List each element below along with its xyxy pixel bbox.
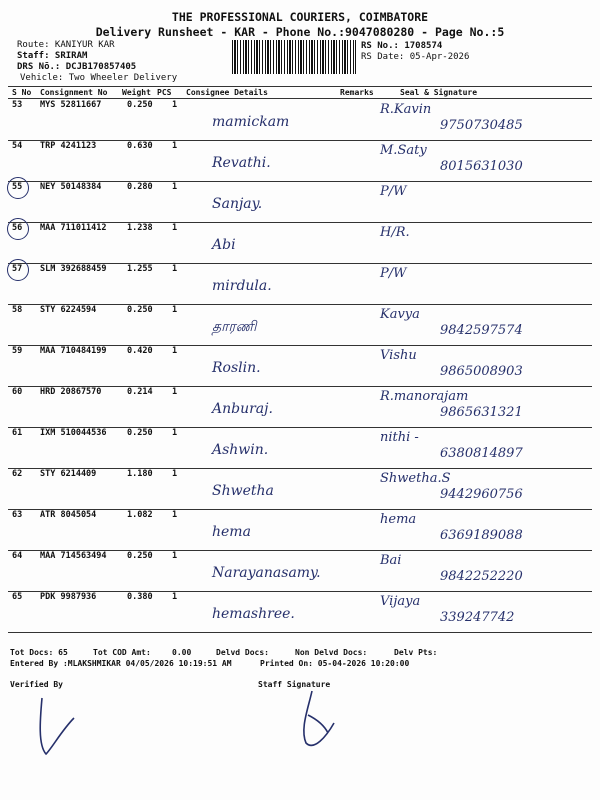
row-pcs: 1 xyxy=(172,592,178,602)
verified-signature-mark xyxy=(28,690,88,760)
row-consignee-name: Narayanasamy. xyxy=(212,565,321,581)
col-pcs: PCS xyxy=(157,88,172,97)
row-weight: 0.250 xyxy=(127,551,153,561)
company-title: THE PROFESSIONAL COURIERS, COIMBATORE xyxy=(171,10,429,24)
row-signature: M.Saty xyxy=(380,143,427,158)
row-phone: 339247742 xyxy=(440,610,515,625)
row-pcs: 1 xyxy=(172,387,178,397)
row-phone: 8015631030 xyxy=(440,159,523,174)
vehicle-label: Vehicle: Two Wheeler Delivery xyxy=(20,73,178,83)
row-sno: 63 xyxy=(12,510,23,520)
row-consignee-name: mamickam xyxy=(212,114,290,130)
row-weight: 0.280 xyxy=(127,182,153,192)
row-consignment-no: STY 6224594 xyxy=(40,305,97,315)
row-sno: 62 xyxy=(12,469,23,479)
col-weight: Weight xyxy=(122,88,151,97)
row-weight: 0.250 xyxy=(127,100,153,110)
col-consignee: Consignee Details xyxy=(186,88,268,97)
drs-number: DRS Nō.: DCJB170857405 xyxy=(17,62,137,72)
row-consignment-no: TRP 4241123 xyxy=(40,141,97,151)
staff-signature-mark xyxy=(290,685,350,755)
row-consignee-name: mirdula. xyxy=(212,278,272,294)
row-sno: 53 xyxy=(12,100,23,110)
row-signature: Kavya xyxy=(380,307,420,322)
row-consignee-name: Abi xyxy=(212,237,236,253)
row-signature: Vijaya xyxy=(380,594,421,609)
staff-signature-label: Staff Signature xyxy=(258,680,331,689)
row-weight: 1.180 xyxy=(127,469,153,479)
col-seal-signature: Seal & Signature xyxy=(400,88,478,97)
row-pcs: 1 xyxy=(172,141,178,151)
row-consignment-no: MAA 711011412 xyxy=(40,223,107,233)
row-sno: 54 xyxy=(12,141,23,151)
row-phone: 9865631321 xyxy=(440,405,523,420)
row-sno: 58 xyxy=(12,305,23,315)
verified-by-label: Verified By xyxy=(10,680,63,689)
row-consignee-name: Ashwin. xyxy=(212,442,269,458)
total-cod-value: 0.00 xyxy=(172,648,192,657)
row-signature: P/W xyxy=(380,266,407,281)
row-sno: 65 xyxy=(12,592,23,602)
row-weight: 0.380 xyxy=(127,592,153,602)
row-pcs: 1 xyxy=(172,469,178,479)
row-signature: hema xyxy=(380,512,417,527)
row-signature: Bai xyxy=(380,553,402,568)
delivery-points: Delv Pts: xyxy=(394,648,438,657)
row-consignment-no: ATR 8045054 xyxy=(40,510,97,520)
row-consignment-no: MAA 714563494 xyxy=(40,551,107,561)
row-weight: 0.630 xyxy=(127,141,153,151)
row-consignee-name: Sanjay. xyxy=(212,196,263,212)
row-consignment-no: MYS 52811667 xyxy=(40,100,102,110)
row-signature: nithi - xyxy=(380,430,419,445)
row-pcs: 1 xyxy=(172,428,178,438)
row-sno: 61 xyxy=(12,428,23,438)
row-consignment-no: PDK 9987936 xyxy=(40,592,97,602)
row-consignee-name: Roslin. xyxy=(212,360,261,376)
row-sno: 56 xyxy=(12,223,23,233)
total-cod-label: Tot COD Amt: xyxy=(93,648,151,657)
row-circle-mark xyxy=(7,218,29,240)
staff-label: Staff: SRIRAM xyxy=(17,51,88,61)
route-label: Route: KANIYUR KAR xyxy=(17,40,115,50)
row-circle-mark xyxy=(7,177,29,199)
row-consignment-no: MAA 710484199 xyxy=(40,346,107,356)
row-consignment-no: STY 6214409 xyxy=(40,469,97,479)
row-pcs: 1 xyxy=(172,100,178,110)
barcode-image xyxy=(232,40,356,74)
row-sno: 59 xyxy=(12,346,23,356)
row-consignee-name: Shwetha xyxy=(212,483,274,499)
row-signature: Vishu xyxy=(380,348,417,363)
row-consignment-no: SLM 392688459 xyxy=(40,264,107,274)
row-consignment-no: HRD 20867570 xyxy=(40,387,102,397)
row-pcs: 1 xyxy=(172,551,178,561)
row-phone: 9865008903 xyxy=(440,364,523,379)
row-sno: 64 xyxy=(12,551,23,561)
row-phone: 9842252220 xyxy=(440,569,523,584)
row-pcs: 1 xyxy=(172,346,178,356)
row-consignee-name: hemashree. xyxy=(212,606,295,622)
row-weight: 0.250 xyxy=(127,428,153,438)
row-weight: 0.420 xyxy=(127,346,153,356)
row-weight: 0.214 xyxy=(127,387,153,397)
row-consignment-no: NEY 50148384 xyxy=(40,182,102,192)
row-consignee-name: hema xyxy=(212,524,251,540)
total-docs: Tot Docs: 65 xyxy=(10,648,68,657)
row-consignee-name: Revathi. xyxy=(212,155,271,171)
col-sno: S No xyxy=(12,88,32,97)
row-phone: 6369189088 xyxy=(440,528,523,543)
row-phone: 9842597574 xyxy=(440,323,523,338)
delivered-docs: Delvd Docs: xyxy=(216,648,269,657)
row-signature: P/W xyxy=(380,184,407,199)
rs-number: RS No.: 1708574 xyxy=(361,41,443,51)
entered-by: Entered By :MLAKSHMIKAR 04/05/2026 10:19:51 AM xyxy=(10,659,232,668)
row-signature: R.manorajam xyxy=(380,389,469,404)
row-weight: 0.250 xyxy=(127,305,153,315)
row-pcs: 1 xyxy=(172,264,178,274)
row-consignee-name: தாரணி xyxy=(212,319,257,335)
runsheet-subtitle: Delivery Runsheet - KAR - Phone No.:9047080280 - Page No.:5 xyxy=(95,25,505,39)
row-pcs: 1 xyxy=(172,182,178,192)
col-remarks: Remarks xyxy=(340,88,374,97)
row-phone: 9442960756 xyxy=(440,487,523,502)
row-weight: 1.238 xyxy=(127,223,153,233)
row-consignment-no: IXM 510044536 xyxy=(40,428,107,438)
row-signature: R.Kavin xyxy=(380,102,432,117)
row-rule xyxy=(8,632,592,633)
row-signature: H/R. xyxy=(380,225,410,240)
header-top-rule xyxy=(8,86,592,87)
row-weight: 1.255 xyxy=(127,264,153,274)
col-consignment: Consignment No xyxy=(40,88,108,97)
row-pcs: 1 xyxy=(172,305,178,315)
rs-date: RS Date: 05-Apr-2026 xyxy=(361,52,470,62)
row-consignee-name: Anburaj. xyxy=(212,401,273,417)
header-bottom-rule xyxy=(8,98,592,99)
row-pcs: 1 xyxy=(172,510,178,520)
printed-on: Printed On: 05-04-2026 10:20:00 xyxy=(260,659,410,668)
row-circle-mark xyxy=(7,259,29,281)
row-signature: Shwetha.S xyxy=(380,471,451,486)
row-weight: 1.082 xyxy=(127,510,153,520)
row-phone: 9750730485 xyxy=(440,118,523,133)
row-phone: 6380814897 xyxy=(440,446,523,461)
row-pcs: 1 xyxy=(172,223,178,233)
non-delivered-docs: Non Delvd Docs: xyxy=(295,648,368,657)
row-sno: 55 xyxy=(12,182,23,192)
row-sno: 57 xyxy=(12,264,23,274)
row-sno: 60 xyxy=(12,387,23,397)
